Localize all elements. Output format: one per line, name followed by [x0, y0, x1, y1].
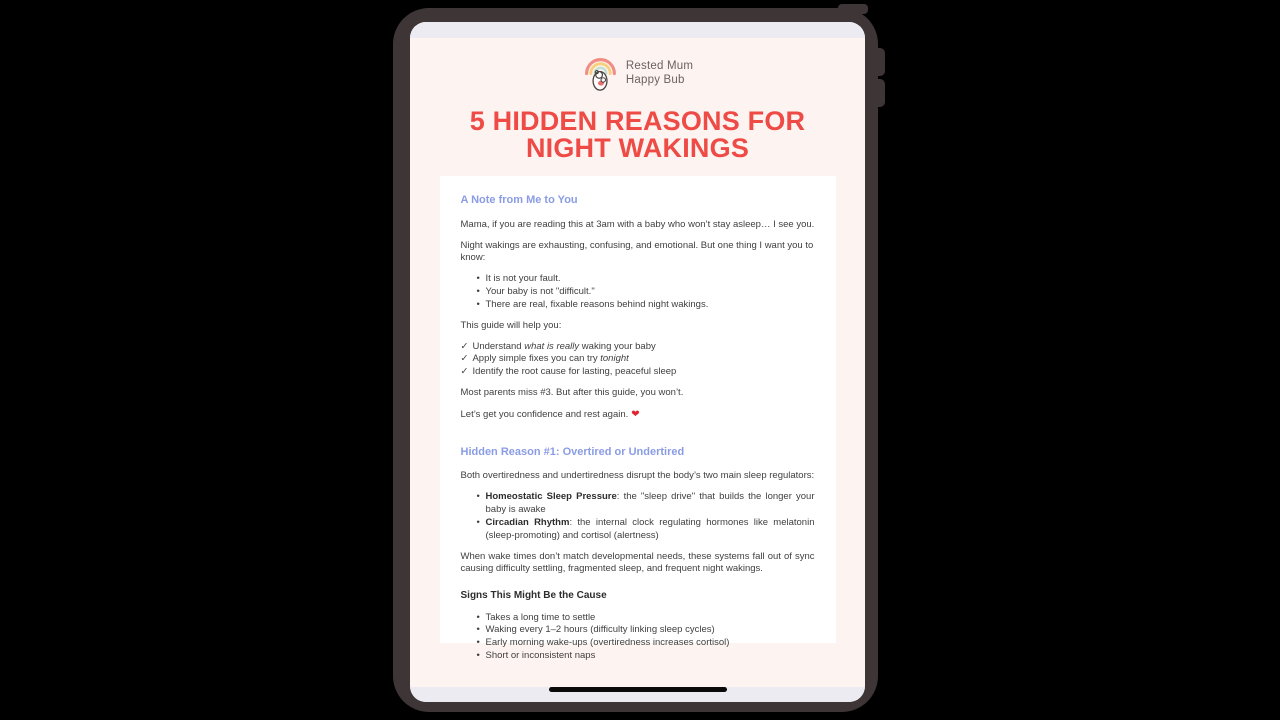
note-paragraph-guide: This guide will help you: [460, 319, 562, 331]
document-title [410, 108, 865, 162]
power-button [838, 4, 868, 14]
checklist-item: ✓ Identify the root cause for lasting, peaceful sleep [460, 366, 677, 378]
note-paragraph-intro1: Mama, if you are reading this at 3am with a baby who won’t stay asleep… I see you. [460, 218, 815, 230]
check-icon: ✓ [460, 340, 469, 352]
document-title-line2: NIGHT WAKINGS [525, 133, 750, 163]
tablet-frame [393, 8, 878, 712]
signs-item: • Short or inconsistent naps [477, 650, 815, 663]
document-page[interactable] [410, 38, 865, 687]
rainbow-mum-baby-icon [582, 55, 619, 92]
signs-item: • Waking every 1–2 hours (difficulty linking sleep cycles) [477, 624, 815, 637]
home-indicator[interactable] [549, 687, 727, 692]
reason1-paragraph-sync: When wake times don’t match developmental needs, these systems fall out of sync causing difficulty settling, fragmented sleep, and frequent night wakings. [460, 550, 815, 575]
note-bullet: • There are real, fixable reasons behind night wakings. [477, 299, 815, 312]
note-paragraph-intro2: Night wakings are exhausting, confusing, and emotional. But one thing I want you to know: [460, 239, 814, 264]
tablet-screen [410, 22, 865, 702]
reason1-bullet: • Homeostatic Sleep Pressure: the "sleep drive" that builds the longer your baby is awake [477, 491, 815, 517]
document-card [440, 176, 836, 662]
checklist [461, 341, 815, 379]
document-title-line1: 5 HIDDEN REASONS FOR [469, 106, 806, 136]
brand-name [626, 60, 693, 88]
note-bullet: • Your baby is not "difficult." [477, 286, 815, 299]
check-icon: ✓ [460, 366, 469, 378]
note-section-heading: A Note from Me to You [460, 194, 578, 206]
checklist-item: ✓ Understand what is really waking your baby [460, 340, 656, 352]
signs-subheading: Signs This Might Be the Cause [460, 590, 607, 602]
volume-down-button [872, 79, 885, 107]
reason1-bullet-list [461, 491, 815, 542]
note-bullet-list [461, 273, 815, 311]
reason1-bullet: • Circadian Rhythm: the internal clock regulating hormones like melatonin (sleep-promoting) and cortisol (alertness) [477, 517, 815, 543]
note-paragraph-closing: Let’s get you confidence and rest again. ❤ [460, 408, 640, 420]
status-bar [410, 22, 865, 38]
reason1-paragraph-intro: Both overtiredness and undertiredness disrupt the body’s two main sleep regulators: [460, 470, 815, 482]
brand-name-line2: Happy Bub [625, 73, 685, 86]
checklist-item: ✓ Apply simple fixes you can try tonight [460, 353, 629, 365]
note-bullet: • It is not your fault. [477, 273, 815, 286]
check-icon: ✓ [460, 353, 469, 365]
brand-name-line1: Rested Mum [625, 59, 694, 72]
volume-up-button [872, 48, 885, 76]
reason1-section-heading: Hidden Reason #1: Overtired or Undertired [460, 445, 685, 458]
signs-item: • Takes a long time to settle [477, 612, 815, 625]
signs-item: • Early morning wake-ups (overtiredness increases cortisol) [477, 637, 815, 650]
signs-list [461, 612, 815, 663]
heart-icon: ❤ [631, 408, 640, 420]
brand-logo [410, 55, 865, 92]
note-paragraph-miss: Most parents miss #3. But after this guide, you won’t. [460, 386, 684, 398]
